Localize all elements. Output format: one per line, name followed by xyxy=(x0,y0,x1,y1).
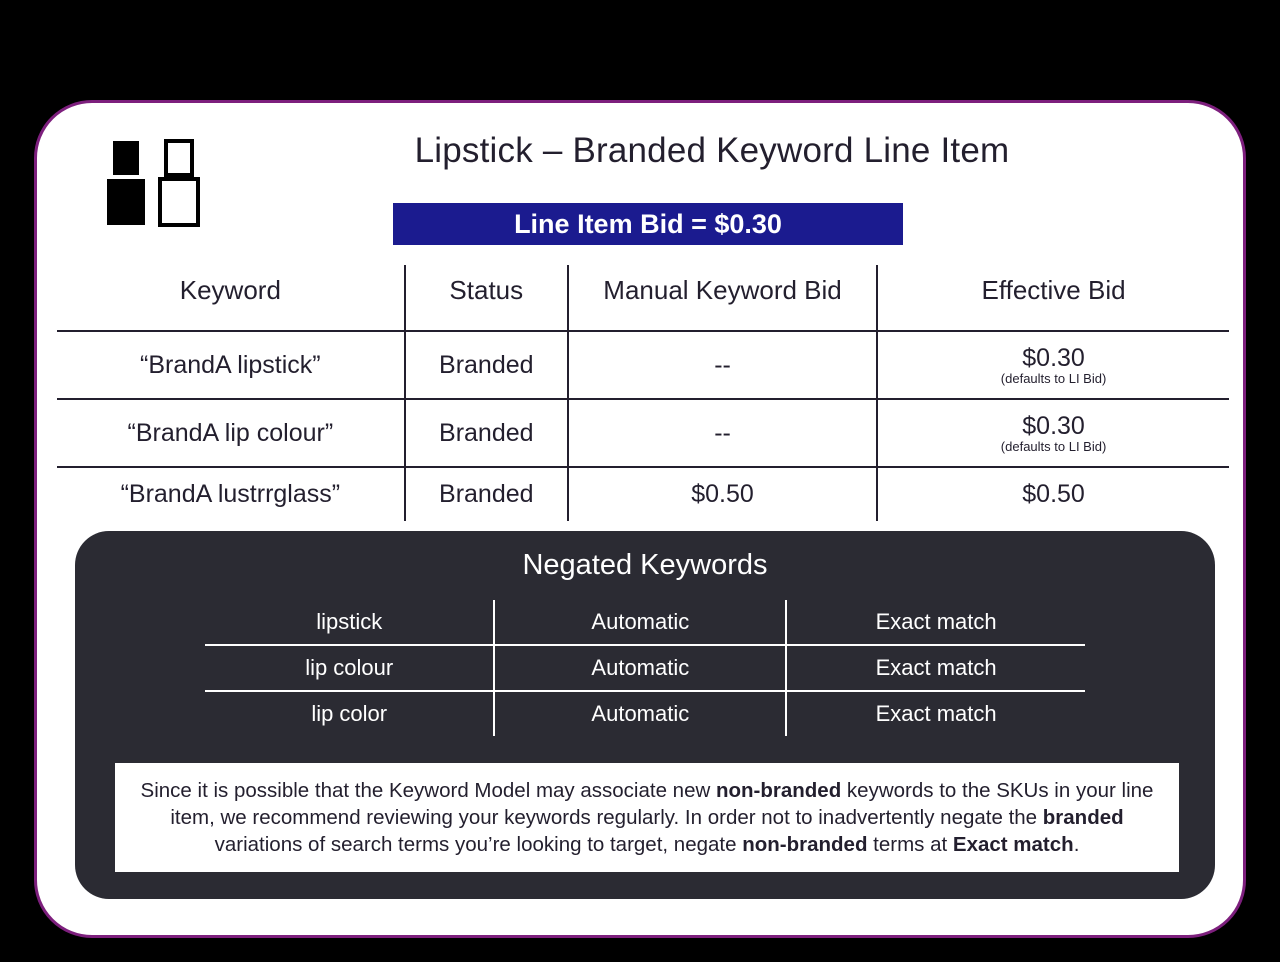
keyword-table xyxy=(57,265,1229,521)
header-keyword: Keyword xyxy=(179,275,281,305)
cell-manual-bid: $0.50 xyxy=(568,467,877,521)
cell-keyword: “BrandA lip colour” xyxy=(127,418,334,447)
cell-effective-bid xyxy=(877,399,1229,467)
table-row xyxy=(57,331,1229,399)
page-title: Lipstick – Branded Keyword Line Item xyxy=(414,131,1010,170)
negated-keywords-table xyxy=(205,600,1085,736)
header-manual-keyword-bid: Manual Keyword Bid xyxy=(568,265,877,331)
effective-bid-value: $0.50 xyxy=(1022,480,1085,508)
cell-manual-bid: -- xyxy=(568,331,877,399)
header-status: Status xyxy=(405,265,568,331)
cell-keyword: “BrandA lipstick” xyxy=(140,350,321,379)
cell-negated-keyword: lipstick xyxy=(205,600,494,645)
cell-negated-keyword: lip colour xyxy=(205,645,494,691)
table-header-row xyxy=(57,265,1229,331)
content-card xyxy=(34,100,1246,938)
effective-bid-value: $0.30 xyxy=(1022,344,1085,372)
table-row xyxy=(205,600,1085,645)
header-effective-bid: Effective Bid xyxy=(981,275,1126,305)
effective-bid-note: (defaults to LI Bid) xyxy=(1000,439,1107,454)
cell-status: Branded xyxy=(405,331,568,399)
recommendation-note xyxy=(115,763,1179,872)
line-item-bid-banner: Line Item Bid = $0.30 xyxy=(393,203,903,245)
lipstick-icon xyxy=(103,135,213,231)
note-bold-3: non-branded xyxy=(742,833,868,857)
cell-negated-match: Exact match xyxy=(786,600,1085,645)
note-bold-2: branded xyxy=(1042,806,1124,830)
table-row xyxy=(57,399,1229,467)
note-bold-4: Exact match xyxy=(952,833,1074,857)
effective-bid-note: (defaults to LI Bid) xyxy=(1000,371,1107,386)
cell-negated-keyword: lip color xyxy=(311,701,388,726)
effective-bid-value: $0.30 xyxy=(1022,412,1085,440)
cell-status: Branded xyxy=(405,467,568,521)
negated-keywords-title: Negated Keywords xyxy=(522,549,768,581)
cell-negated-match: Exact match xyxy=(875,701,997,726)
cell-negated-type: Automatic xyxy=(494,691,786,736)
cell-manual-bid: -- xyxy=(568,399,877,467)
note-part-4: terms at xyxy=(867,833,953,857)
note-bold-1: non-branded xyxy=(715,779,842,802)
table-row xyxy=(205,645,1085,691)
cell-effective-bid xyxy=(877,467,1229,521)
table-row xyxy=(57,467,1229,521)
cell-effective-bid xyxy=(877,331,1229,399)
note-part-5: . xyxy=(1073,833,1080,857)
cell-negated-match: Exact match xyxy=(786,645,1085,691)
cell-negated-type: Automatic xyxy=(494,645,786,691)
table-row xyxy=(205,691,1085,736)
note-part-3: variations of search terms you’re looking to target, negate xyxy=(214,833,743,857)
cell-negated-type: Automatic xyxy=(494,600,786,645)
note-part-2: keywords to the SKUs in your line item, we recommend reviewing your keywords regularly. In order not to inadvertently negate the xyxy=(170,779,1154,830)
cell-status: Branded xyxy=(405,399,568,467)
note-part-1: Since it is possible that the Keyword Model may associate new xyxy=(140,779,716,802)
cell-keyword: “BrandA lustrrglass” xyxy=(120,480,341,508)
